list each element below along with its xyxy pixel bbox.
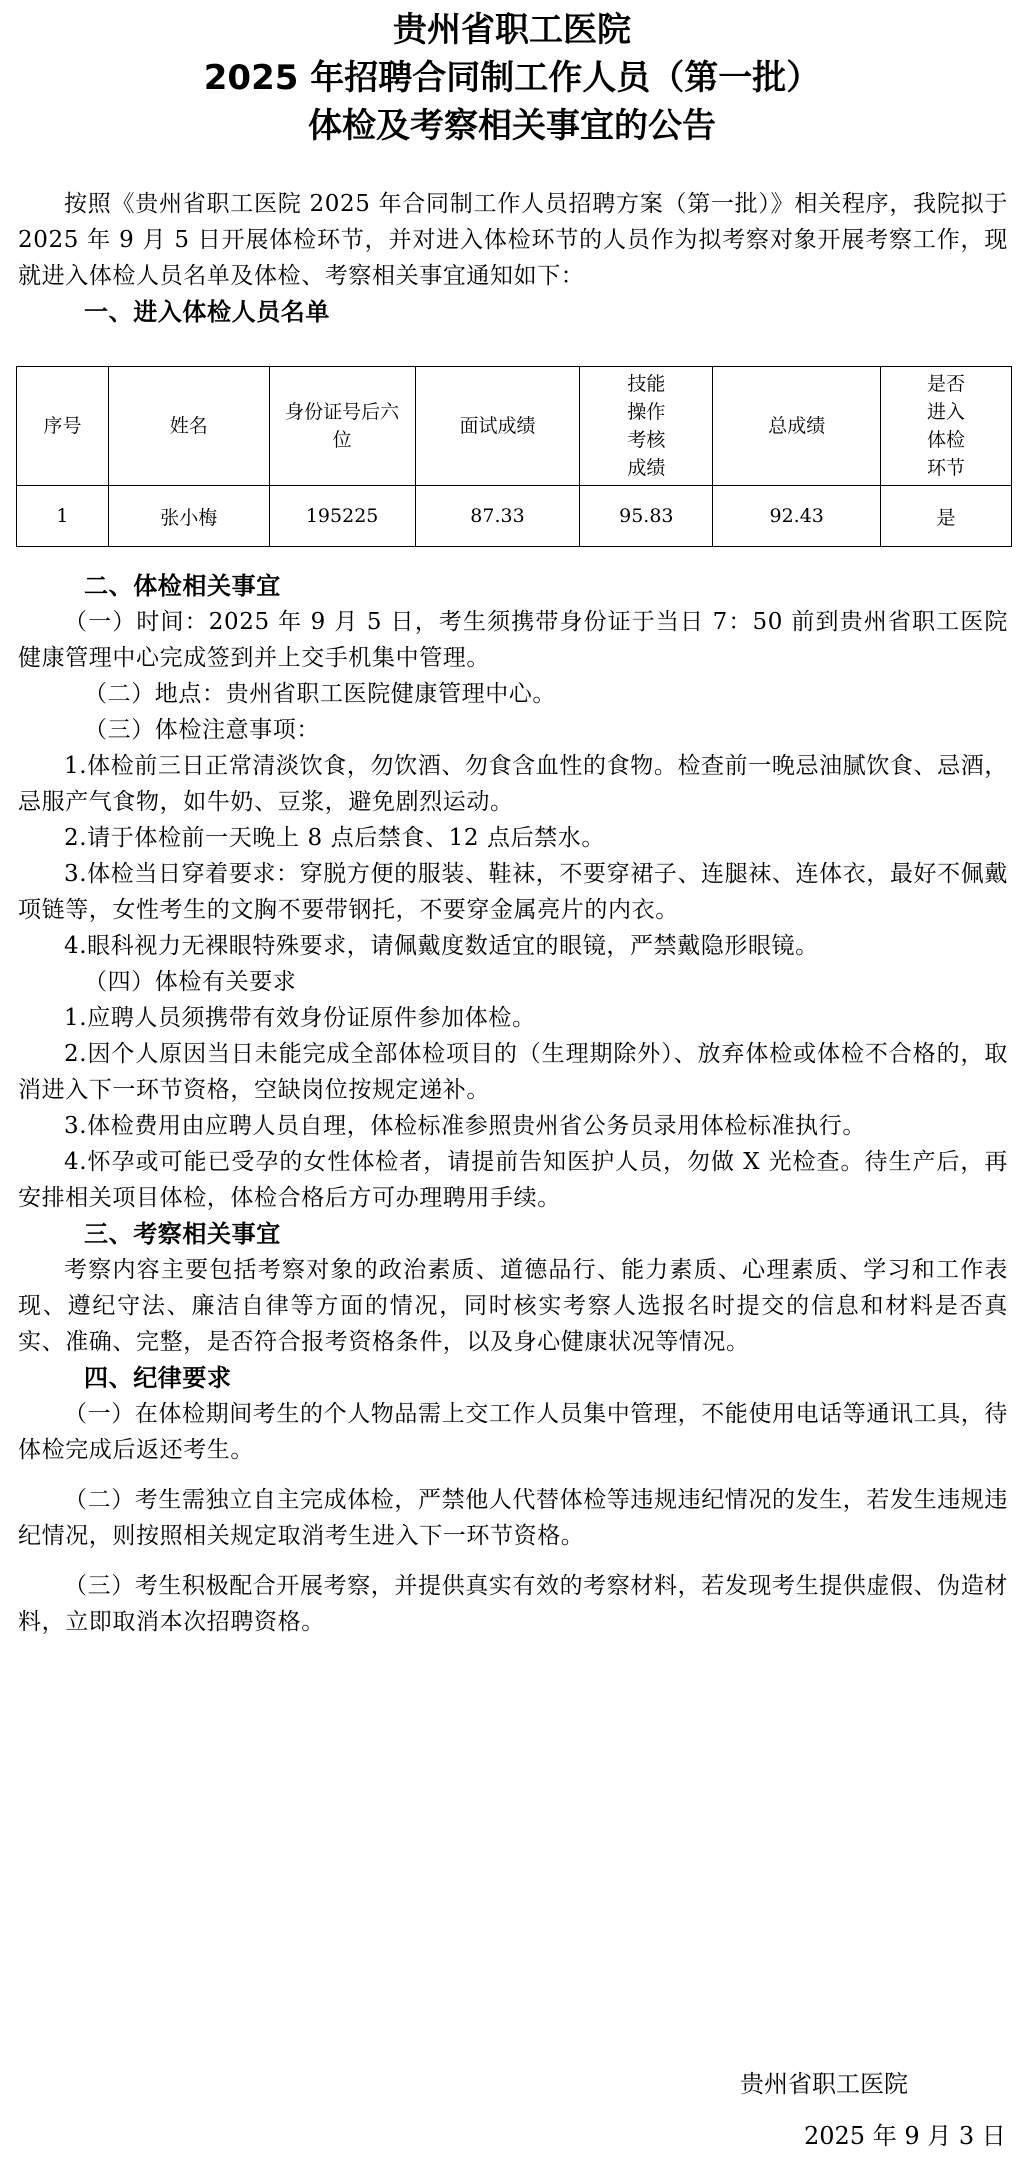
section3-heading: 三、考察相关事宜	[84, 1220, 281, 1248]
col-header-enter: 是否 进入 体检 环节	[881, 367, 1012, 486]
notes-title: （三）体检注意事项：	[84, 717, 320, 743]
cell-interview: 87.33	[415, 486, 580, 547]
note-item: 4.眼科视力无裸眼特殊要求，请佩戴度数适宜的眼镜，严禁戴隐形眼镜。	[64, 933, 819, 959]
notice-title	[0, 6, 1024, 150]
discipline-item: （一）在体检期间考生的个人物品需上交工作人员集中管理，不能使用电话等通讯工具，待体检完成后返还考生。	[18, 1401, 1008, 1463]
intro-paragraph: 按照《贵州省职工医院 2025 年合同制工作人员招聘方案（第一批）》相关程序，我院拟于 2025 年 9 月 5 日开展体检环节，并对进入体检环节的人员作为拟考察对象开展考察工作，现就进入体检人员名单及体检、考察相关事宜通知如下：	[18, 191, 1008, 289]
col-header-id: 身份证号后六 位	[269, 367, 415, 486]
intro-block	[18, 186, 1008, 330]
requirement-item: 2.因个人原因当日未能完成全部体检项目的（生理期除外）、放弃体检或体检不合格的，取消进入下一环节资格，空缺岗位按规定递补。	[18, 1041, 1008, 1103]
table-header-row	[17, 367, 1012, 486]
inspection-paragraph: 考察内容主要包括考察对象的政治素质、道德品行、能力素质、心理素质、学习和工作表现、遵纪守法、廉洁自律等方面的情况，同时核实考察人选报名时提交的信息和材料是否真实、准确、完整，是否符合报考资格条件，以及身心健康状况等情况。	[18, 1257, 1008, 1355]
note-item: 3.体检当日穿着要求：穿脱方便的服装、鞋袜，不要穿裙子、连腿袜、连体衣，最好不佩戴项链等，女性考生的文胸不要带钢托，不要穿金属亮片的内衣。	[18, 861, 1008, 923]
title-line-3: 体检及考察相关事宜的公告	[308, 106, 716, 146]
requirement-item: 3.体检费用由应聘人员自理，体检标准参照贵州省公务员录用体检标准执行。	[64, 1113, 866, 1139]
requirement-item: 1.应聘人员须携带有效身份证原件参加体检。	[64, 1005, 536, 1031]
signature-org: 贵州省职工医院	[740, 2070, 908, 2098]
exam-time: （一）时间：2025 年 9 月 5 日，考生须携带身份证于当日 7：50 前到贵州省职工医院健康管理中心完成签到并上交手机集中管理。	[18, 609, 1008, 671]
col-header-total: 总成绩	[713, 367, 881, 486]
col-header-interview: 面试成绩	[415, 367, 580, 486]
main-content	[18, 568, 1008, 1640]
candidate-table	[16, 366, 1012, 547]
note-item: 1.体检前三日正常清淡饮食，勿饮酒、勿食含血性的食物。检查前一晚忌油腻饮食、忌酒，忌服产气食物，如牛奶、豆浆，避免剧烈运动。	[18, 753, 1008, 815]
cell-id: 195225	[269, 486, 415, 547]
cell-seq: 1	[17, 486, 109, 547]
cell-name: 张小梅	[108, 486, 269, 547]
table-row	[17, 486, 1012, 547]
discipline-item: （二）考生需独立自主完成体检，严禁他人代替体检等违规违纪情况的发生，若发生违规违纪情况，则按照相关规定取消考生进入下一环节资格。	[18, 1487, 1008, 1549]
col-header-name: 姓名	[108, 367, 269, 486]
signature-date: 2025 年 9 月 3 日	[804, 2122, 1006, 2150]
requirement-item: 4.怀孕或可能已受孕的女性体检者，请提前告知医护人员，勿做 X 光检查。待生产后，再安排相关项目体检，体检合格后方可办理聘用手续。	[18, 1149, 1008, 1211]
exam-place: （二）地点：贵州省职工医院健康管理中心。	[84, 681, 556, 707]
title-line-2: 2025 年招聘合同制工作人员（第一批）	[203, 58, 821, 98]
cell-total: 92.43	[713, 486, 881, 547]
cell-enter: 是	[881, 486, 1012, 547]
discipline-item: （三）考生积极配合开展考察，并提供真实有效的考察材料，若发现考生提供虚假、伪造材料，立即取消本次招聘资格。	[18, 1573, 1008, 1635]
cell-skill: 95.83	[580, 486, 713, 547]
section2-heading: 二、体检相关事宜	[84, 572, 281, 600]
col-header-skill: 技能 操作 考核 成绩	[580, 367, 713, 486]
col-header-seq: 序号	[17, 367, 109, 486]
section4-heading: 四、纪律要求	[84, 1364, 232, 1392]
section1-heading: 一、进入体检人员名单	[84, 298, 330, 326]
title-line-1: 贵州省职工医院	[393, 10, 631, 50]
requirements-title: （四）体检有关要求	[84, 969, 297, 995]
note-item: 2.请于体检前一天晚上 8 点后禁食、12 点后禁水。	[64, 825, 605, 851]
